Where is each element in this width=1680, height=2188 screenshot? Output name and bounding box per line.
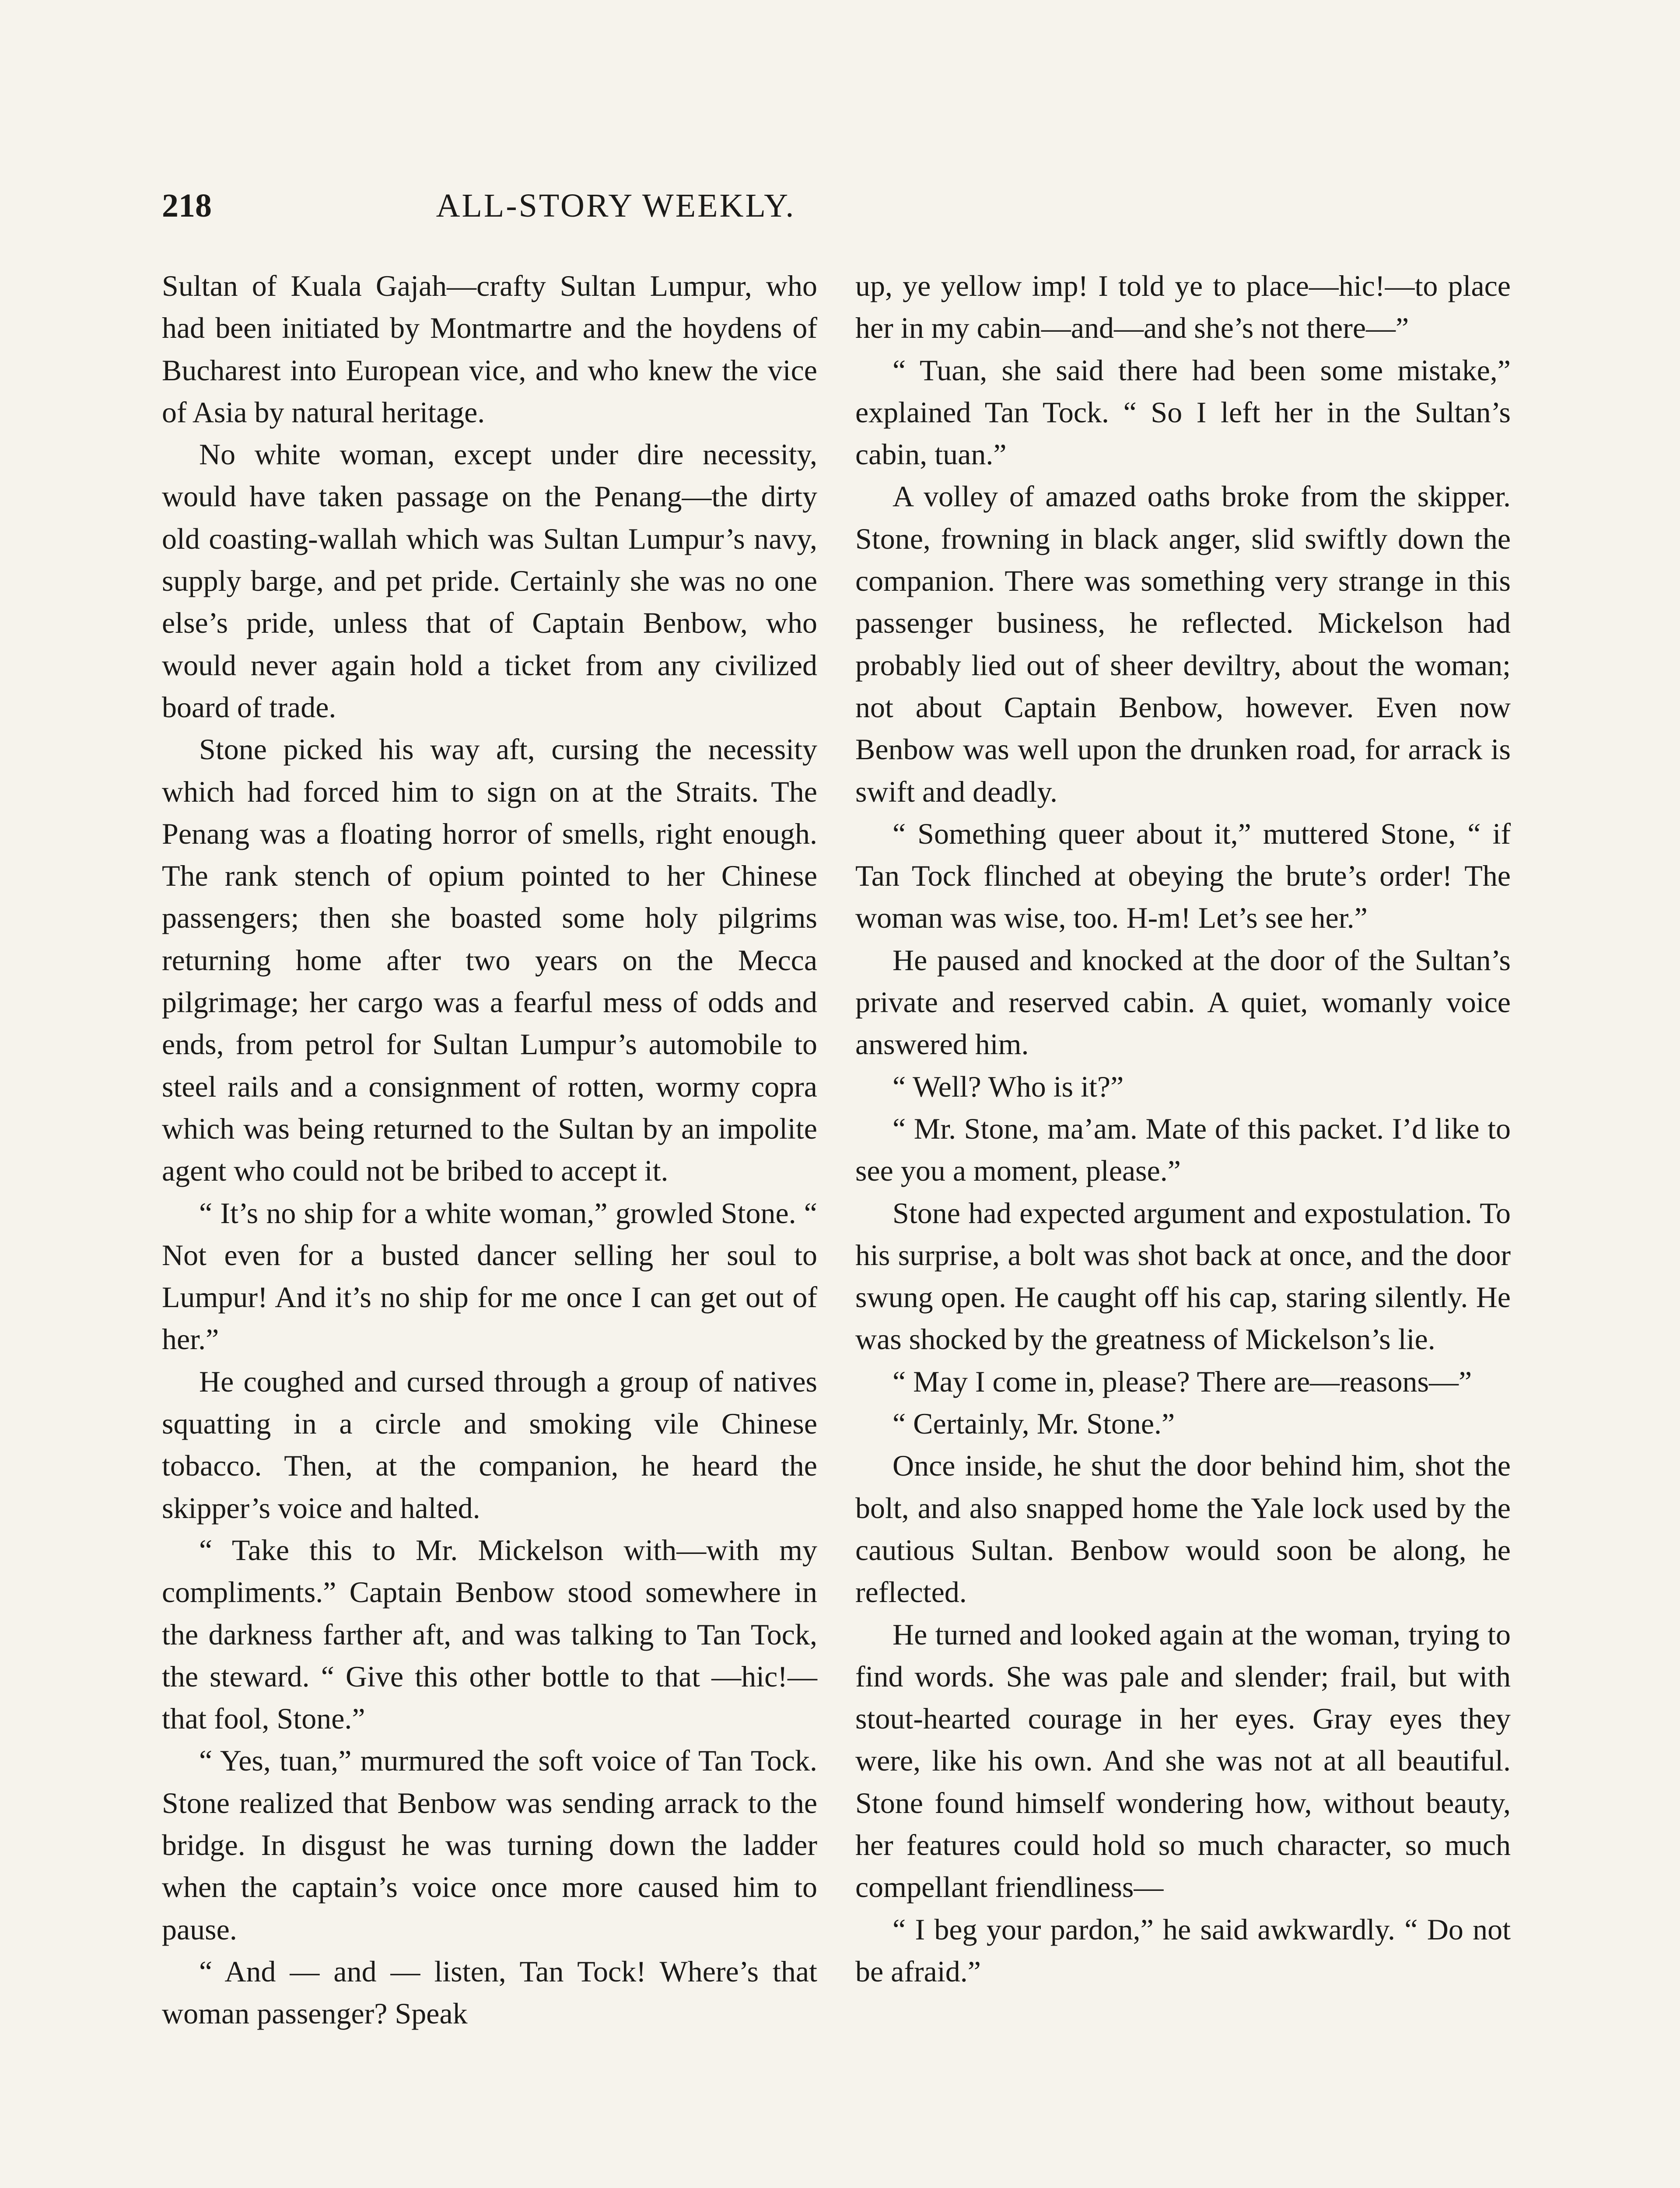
paragraph: “ Certainly, Mr. Stone.” bbox=[892, 1407, 1175, 1441]
paragraph: He turned and looked again at the woman, trying to find words. She was pale and slender; frail, but with stout-hearted courage in her eyes. Gray eyes they were, like his own. And she was not at all beautiful. Stone found himself wondering how, without beauty, her features could hold so much character, so much compellant friendliness— bbox=[855, 1617, 1511, 1904]
paragraph: “ Something queer about it,” muttered Stone, “ if Tan Tock flinched at obeying the brute’s order! The woman was wise, too. H-m! Let’s see her.” bbox=[855, 817, 1511, 935]
paragraph: up, ye yellow imp! I told ye to place—hic!—to place her in my cabin—and—and she’s not there—” bbox=[855, 269, 1511, 345]
paragraph: “ And — and — listen, Tan Tock! Where’s that woman passenger? Speak bbox=[162, 1954, 817, 2030]
paragraph: A volley of amazed oaths broke from the skipper. Stone, frowning in black anger, slid swiftly down the companion. There was something very strange in this passenger business, he reflected. Mickelson had probably lied out of sheer deviltry, about the woman; not about Captain Benbow, however. Even now Benbow was well upon the drunken road, for arrack is swift and deadly. bbox=[855, 480, 1511, 808]
paragraph: “ May I come in, please? There are—reasons—” bbox=[892, 1364, 1472, 1398]
right-column bbox=[855, 265, 1511, 1992]
paragraph: “ Take this to Mr. Mickelson with—with my compliments.” Captain Benbow stood somewhere in the darkness farther aft, and was talking to Tan Tock, the steward. “ Give this other bottle to that —hic!—that fool, Stone.” bbox=[162, 1533, 817, 1736]
running-title: ALL-STORY WEEKLY. bbox=[436, 187, 796, 224]
paragraph: Sultan of Kuala Gajah—crafty Sultan Lumpur, who had been initiated by Montmartre and the hoydens of Bucharest into European vice, and who knew the vice of Asia by natural heritage. bbox=[162, 269, 817, 429]
left-column bbox=[162, 265, 817, 2034]
paragraph: “ I beg your pardon,” he said awkwardly. “ Do not be afraid.” bbox=[855, 1912, 1511, 1988]
paragraph: “ Tuan, she said there had been some mistake,” explained Tan Tock. “ So I left her in the Sultan’s cabin, tuan.” bbox=[855, 353, 1511, 471]
paragraph: He paused and knocked at the door of the Sultan’s private and reserved cabin. A quiet, womanly voice answered him. bbox=[855, 943, 1511, 1061]
page-header bbox=[162, 182, 1070, 230]
paragraph: No white woman, except under dire necessity, would have taken passage on the Penang—the dirty old coasting-wallah which was Sultan Lumpur’s navy, supply barge, and pet pride. Certainly she was no one else’s pride, unless that of Captain Benbow, who would never again hold a ticket from any civilized board of trade. bbox=[162, 438, 817, 724]
page-number: 218 bbox=[162, 187, 212, 224]
paragraph: Once inside, he shut the door behind him, shot the bolt, and also snapped home the Yale lock used by the cautious Sultan. Benbow would soon be along, he reflected. bbox=[855, 1449, 1511, 1609]
paragraph: “ Mr. Stone, ma’am. Mate of this packet. I’d like to see you a moment, please.” bbox=[855, 1112, 1511, 1188]
paragraph: “ It’s no ship for a white woman,” growled Stone. “ Not even for a busted dancer selling her soul to Lumpur! And it’s no ship for me once I can get out of her.” bbox=[162, 1196, 817, 1356]
paragraph: “ Well? Who is it?” bbox=[892, 1069, 1124, 1103]
paragraph: He coughed and cursed through a group of natives squatting in a circle and smoking vile Chinese tobacco. Then, at the companion, he heard the skipper’s voice and halted. bbox=[162, 1364, 817, 1525]
paragraph: “ Yes, tuan,” murmured the soft voice of Tan Tock. Stone realized that Benbow was sending arrack to the bridge. In disgust he was turning down the ladder when the captain’s voice once more caused him to pause. bbox=[162, 1744, 817, 1946]
paragraph: Stone had expected argument and expostulation. To his surprise, a bolt was shot back at once, and the door swung open. He caught off his cap, staring silently. He was shocked by the greatness of Mickelson’s lie. bbox=[855, 1196, 1511, 1356]
paragraph: Stone picked his way aft, cursing the necessity which had forced him to sign on at the Straits. The Penang was a floating horror of smells, right enough. The rank stench of opium pointed to her Chinese passengers; then she boasted some holy pilgrims returning home after two years on the Mecca pilgrimage; her cargo was a fearful mess of odds and ends, from petrol for Sultan Lumpur’s automobile to steel rails and a consignment of rotten, wormy copra which was being returned to the Sultan by an impolite agent who could not be bribed to accept it. bbox=[162, 733, 817, 1188]
